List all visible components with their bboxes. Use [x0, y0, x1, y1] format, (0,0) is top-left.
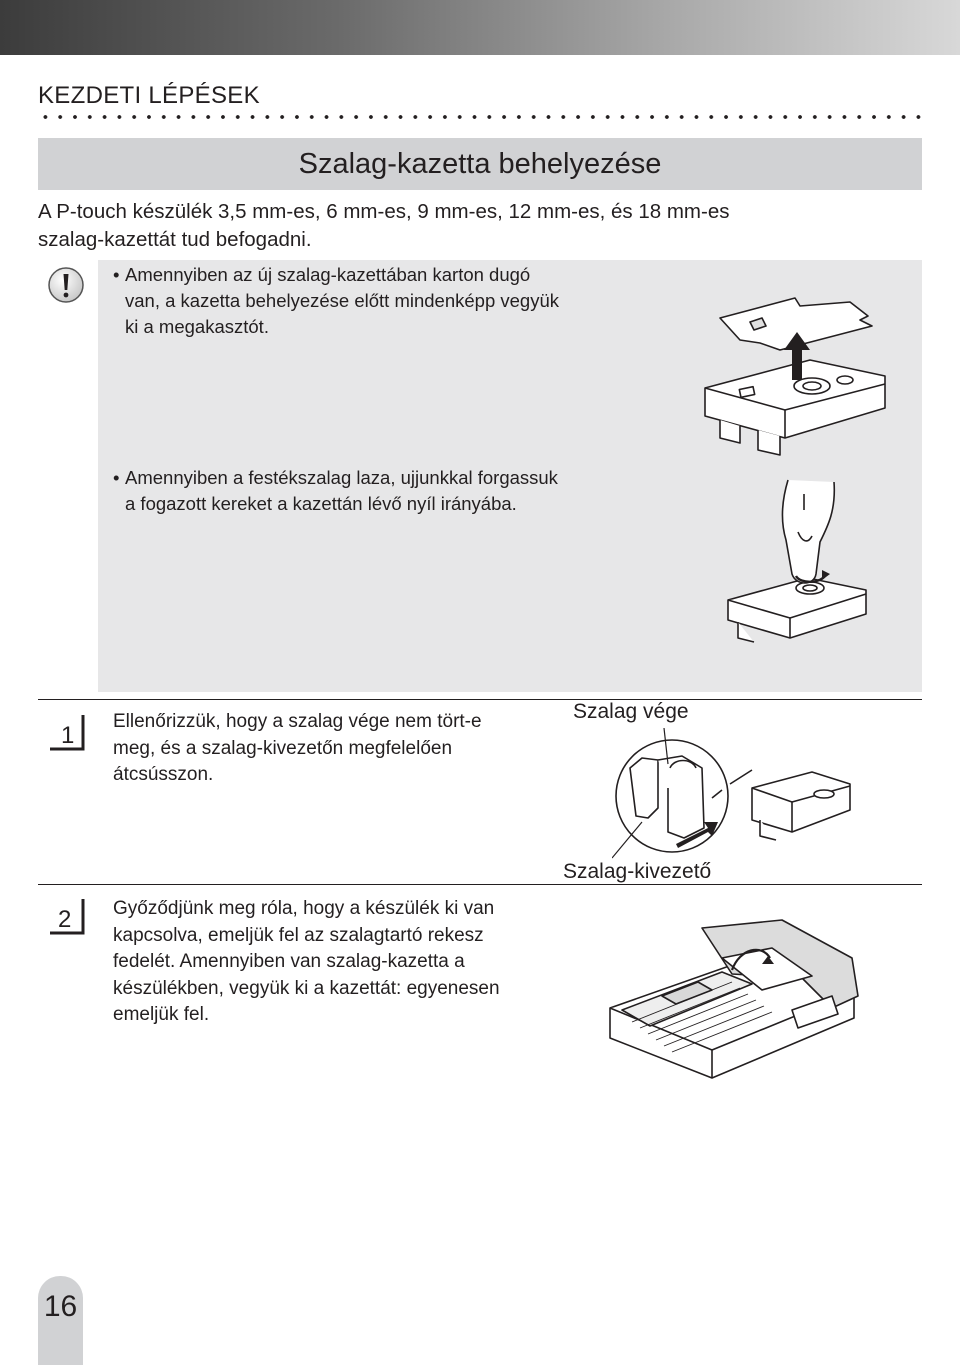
- step-2-text: [113, 896, 563, 1029]
- step-2-line-3: fedelét. Amennyiben van szalag-kazetta a: [113, 951, 465, 972]
- step-2-line-2: kapcsolva, emeljük fel az szalagtartó rekesz: [113, 924, 484, 946]
- step-1-line-3: átcsússzon.: [113, 764, 214, 785]
- page-number: 16: [43, 1290, 78, 1323]
- step-2-line-5: emeljük fel.: [113, 1004, 210, 1025]
- top-decorative-bar: [0, 0, 960, 55]
- intro-line-2: szalag-kazettát tud befogadni.: [38, 228, 312, 251]
- step-1-badge: [48, 713, 88, 753]
- step-2-line-1: Győződjünk meg róla, hogy a készülék ki van: [113, 898, 495, 919]
- step-1-divider: [38, 699, 922, 700]
- step-1-number: 1: [61, 722, 75, 749]
- note-bullet-1-line-3: ki a megakasztót.: [125, 316, 269, 337]
- step-1-line-2: meg, és a szalag-kivezetőn megfelelően: [113, 737, 453, 759]
- step-2-divider: [38, 884, 922, 885]
- step-2-badge: [48, 897, 88, 937]
- note-bullet-1: • Amennyiben az új szalag-kazettában karton dugó van, a kazetta behelyezése előtt mindenképp vegyük ki a megakasztót.: [113, 264, 560, 337]
- note-bullet-1-line-2: van, a kazetta behelyezése előtt mindenképp vegyük: [125, 290, 560, 311]
- step-1-line-1: Ellenőrizzük, hogy a szalag vége nem tört-e: [113, 711, 482, 732]
- page-title: Szalag-kazetta behelyezése: [298, 148, 662, 180]
- intro-line-1: A P-touch készülék 3,5 mm-es, 6 mm-es, 9 mm-es, 12 mm-es, és 18 mm-es: [38, 200, 730, 223]
- note-bullet-2-line-1: Amennyiben a festékszalag laza, ujjunkkal forgassuk: [125, 467, 558, 488]
- finger-cassette-illustration: [718, 470, 878, 650]
- tape-exit-label: Szalag-kivezető: [563, 860, 712, 883]
- note-bullet-2: • Amennyiben a festékszalag laza, ujjunkkal forgassuk a fogazott kereket a kazettán lévő nyíl irányába.: [113, 467, 558, 514]
- tape-guide-illustration: [612, 728, 857, 860]
- warning-icon: [47, 266, 85, 304]
- note-bullet-1-line-1: Amennyiben az új szalag-kazettában karton dugó: [125, 264, 531, 285]
- intro-text: [38, 198, 908, 254]
- title-bar: [38, 138, 922, 190]
- label-printer-illustration: [602, 918, 862, 1088]
- step-2-number: 2: [58, 906, 72, 933]
- tape-end-label: Szalag vége: [573, 700, 689, 723]
- section-heading: KEZDETI LÉPÉSEK: [38, 82, 260, 109]
- cassette-stopper-illustration: [700, 288, 895, 458]
- note-bullet-2-line-2: a fogazott kereket a kazettán lévő nyíl irányába.: [125, 493, 517, 514]
- page-number-tab: [38, 1276, 83, 1365]
- step-1-text: [113, 709, 563, 789]
- step-2-line-4: készülékben, vegyük ki a kazettát: egyenesen: [113, 977, 500, 999]
- dotted-divider: [38, 114, 922, 120]
